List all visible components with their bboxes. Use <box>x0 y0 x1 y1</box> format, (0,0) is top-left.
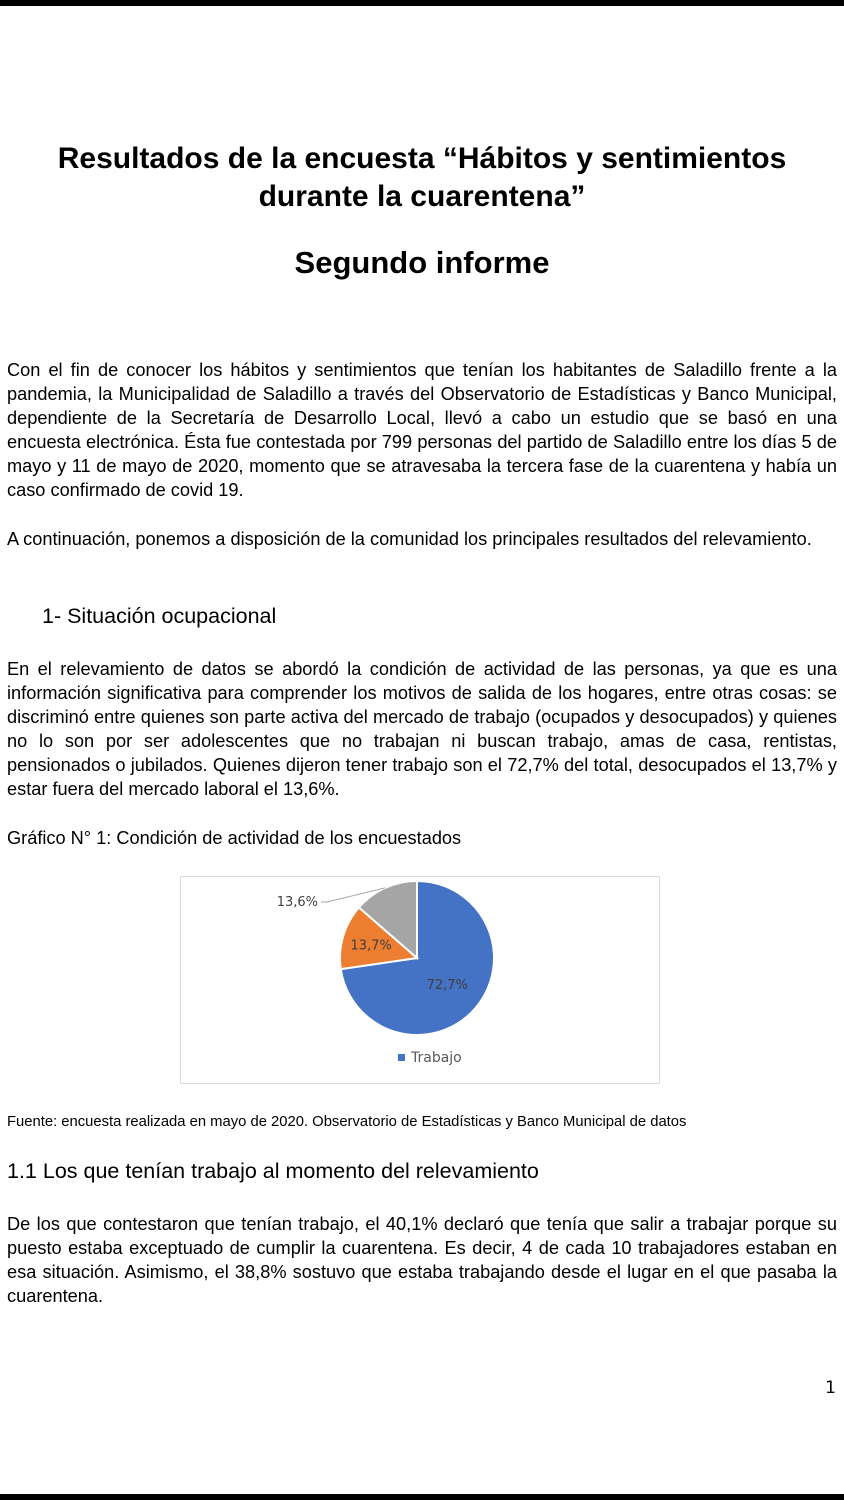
second-paragraph: A continuación, ponemos a disposición de la comunidad los principales resultados del relevamiento. <box>7 529 812 549</box>
pie-data-label-0: 72,7% <box>426 978 468 994</box>
title-line-2: durante la cuarentena” <box>258 180 586 213</box>
document-subtitle: Segundo informe <box>294 245 550 280</box>
document-title <box>0 140 844 216</box>
section-1-1-paragraph: De los que contestaron que tenían trabajo, el 40,1% declaró que tenía que salir a trabajar porque su puesto estaba exceptuado de cumplir la cuarentena. Es decir, 4 de cada 10 trabajadores estaban en esa situación. Asimismo, el 38,8% sostuvo que estaba trabajando desde el lugar en el que pasaba la cuarentena. <box>7 1214 837 1306</box>
pie-chart <box>181 877 659 1083</box>
legend-swatch-trabajo <box>398 1054 405 1061</box>
section-1-paragraph: En el relevamiento de datos se abordó la condición de actividad de las personas, ya que es una información significativa para comprender los motivos de salida de los hogares, entre otras cosas: se discriminó entre quienes son parte activa del mercado de trabajo (ocupados y desocupados) y quienes no lo son por ser adolescentes que no trabajan ni buscan trabajo, amas de casa, rentistas, pensionados o jubilados. Quienes dijeron tener trabajo son el 72,7% del total, desocupados el 13,7% y estar fuera del mercado laboral el 13,6%. <box>7 659 837 799</box>
pie-chart-container <box>180 876 660 1084</box>
intro-paragraph: Con el fin de conocer los hábitos y sentimientos que tenían los habitantes de Saladillo frente a la pandemia, la Municipalidad de Saladillo a través del Observatorio de Estadísticas y Banco Municipal, dependiente de la Secretaría de Desarrollo Local, llevó a cabo un estudio que se basó en una encuesta electrónica. Ésta fue contestada por 799 personas del partido de Saladillo entre los días 5 de mayo y 11 de mayo de 2020, momento que se atravesaba la tercera fase de la cuarentena y había un caso confirmado de covid 19. <box>7 360 837 500</box>
section-1-1-heading: 1.1 Los que tenían trabajo al momento del relevamiento <box>7 1159 539 1183</box>
bottom-edge-bar <box>0 1494 844 1500</box>
title-line-1: Resultados de la encuesta “Hábitos y sentimientos <box>57 142 787 175</box>
pie-data-label-1: 13,7% <box>350 938 392 954</box>
legend-label-trabajo: Trabajo <box>411 1050 462 1066</box>
pie-data-label-2: 13,6% <box>276 895 318 910</box>
source-note: Fuente: encuesta realizada en mayo de 2020. Observatorio de Estadísticas y Banco Municipal de datos <box>7 1114 687 1130</box>
chart-caption: Gráfico N° 1: Condición de actividad de los encuestados <box>7 828 462 848</box>
top-edge-bar <box>0 0 844 6</box>
section-1-heading: 1- Situación ocupacional <box>42 604 277 628</box>
page-number: 1 <box>825 1378 836 1398</box>
